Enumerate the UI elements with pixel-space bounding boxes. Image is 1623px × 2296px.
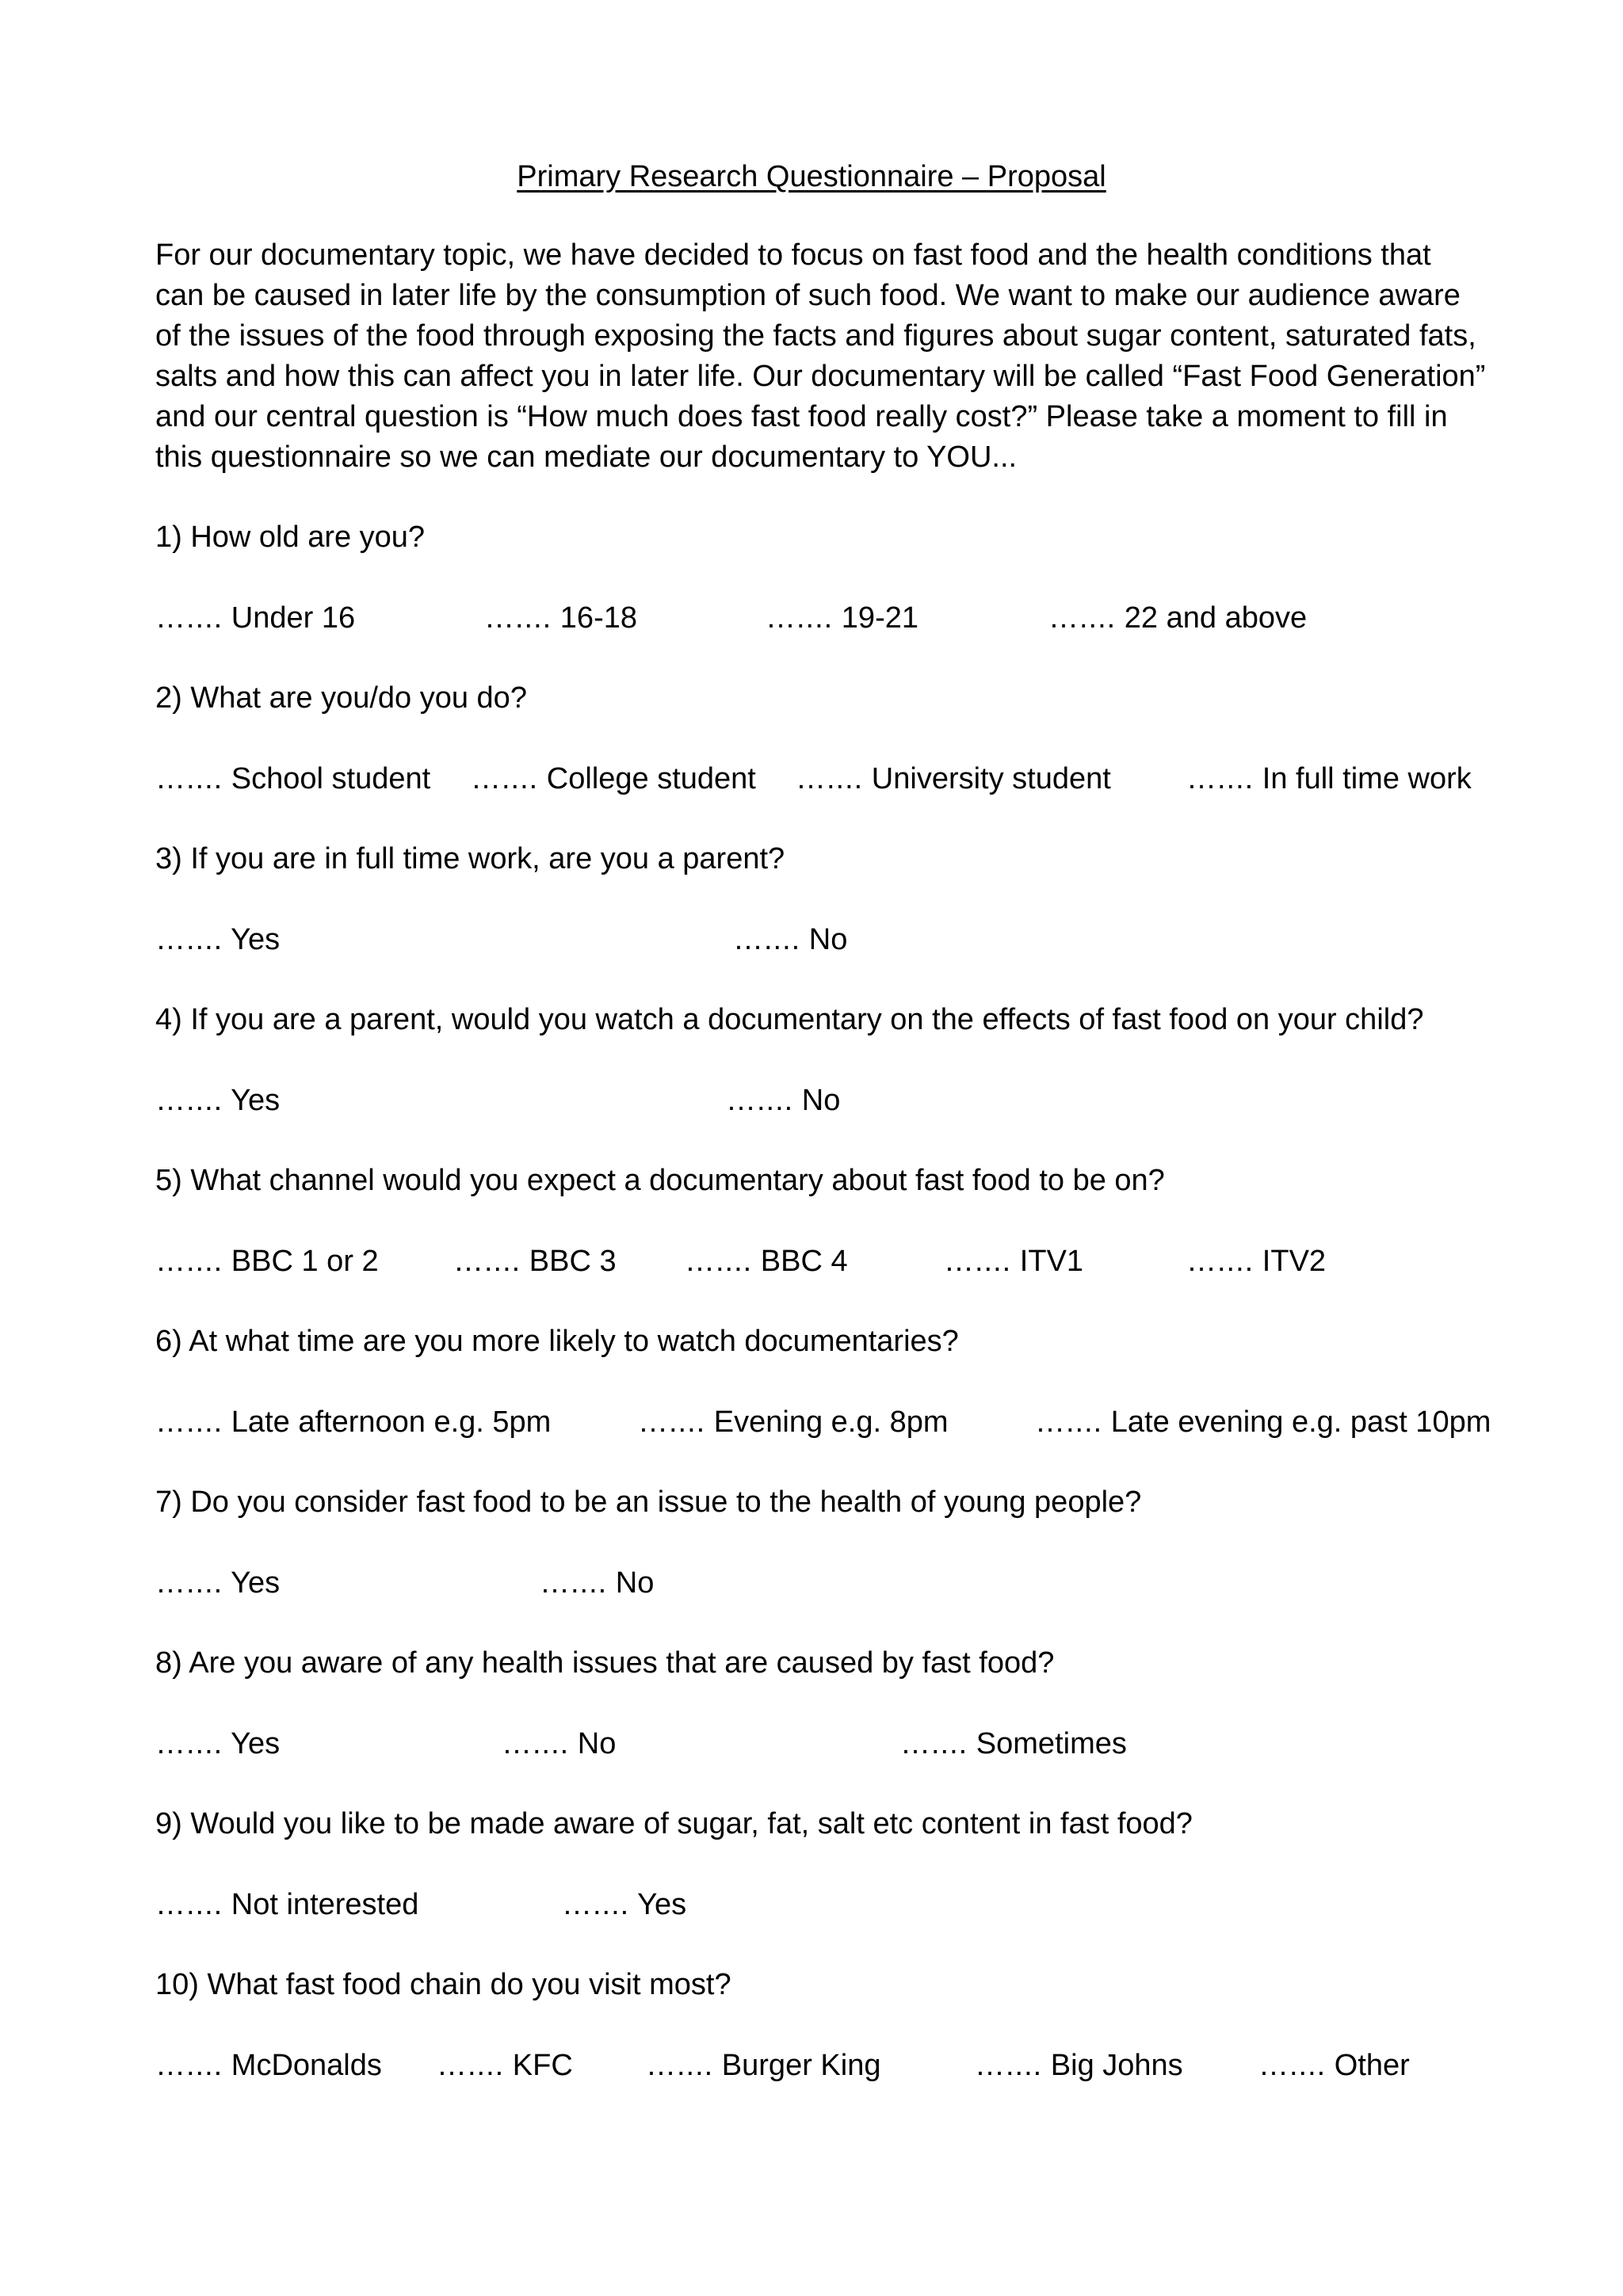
option-burger-king[interactable]: ….... Burger King (646, 2049, 881, 2082)
option-yes[interactable]: ….... Yes (562, 1888, 687, 1921)
option-bbc-4[interactable]: ….... BBC 4 (685, 1245, 848, 1278)
option-itv1[interactable]: ….... ITV1 (944, 1245, 1084, 1278)
question-8: 8) Are you aware of any health issues that are caused by fast food? (155, 1646, 1055, 1680)
option-university-student[interactable]: ….... University student (796, 762, 1111, 795)
option-19-21[interactable]: ….... 19-21 (766, 601, 918, 635)
option-no[interactable]: ….... No (733, 923, 848, 956)
options-question-7 (155, 1563, 1503, 1603)
option-college-student[interactable]: ….... College student (471, 762, 756, 795)
option-in-full-time-work[interactable]: ….... In full time work (1186, 762, 1472, 795)
option-not-interested[interactable]: ….... Not interested (155, 1888, 419, 1921)
option-late-evening[interactable]: ….... Late evening e.g. past 10pm (1035, 1405, 1491, 1439)
option-no[interactable]: ….... No (540, 1566, 655, 1600)
option-bbc-1-or-2[interactable]: ….... BBC 1 or 2 (155, 1245, 379, 1278)
option-bbc-3[interactable]: ….... BBC 3 (453, 1245, 617, 1278)
option-22-and-above[interactable]: ….... 22 and above (1048, 601, 1308, 635)
option-mcdonalds[interactable]: ….... McDonalds (155, 2049, 382, 2082)
options-question-4 (155, 1081, 1503, 1120)
question-5: 5) What channel would you expect a documentary about fast food to be on? (155, 1164, 1165, 1197)
options-question-6 (155, 1402, 1503, 1442)
options-question-2 (155, 759, 1503, 799)
options-question-8 (155, 1724, 1503, 1764)
option-other[interactable]: ….... Other (1258, 2049, 1410, 2082)
option-school-student[interactable]: ….... School student (155, 762, 431, 795)
options-question-1 (155, 598, 1503, 638)
option-no[interactable]: ….... No (502, 1727, 617, 1760)
option-yes[interactable]: ….... Yes (155, 1566, 281, 1600)
option-evening[interactable]: ….... Evening e.g. 8pm (638, 1405, 949, 1439)
option-kfc[interactable]: ….... KFC (437, 2049, 573, 2082)
option-big-johns[interactable]: ….... Big Johns (975, 2049, 1183, 2082)
options-question-5 (155, 1241, 1503, 1281)
question-4: 4) If you are a parent, would you watch a documentary on the effects of fast food on your child? (155, 1003, 1424, 1036)
option-yes[interactable]: ….... Yes (155, 1084, 281, 1117)
option-itv2[interactable]: ….... ITV2 (1186, 1245, 1327, 1278)
question-6: 6) At what time are you more likely to watch documentaries? (155, 1325, 959, 1358)
option-yes[interactable]: ….... Yes (155, 923, 281, 956)
intro-paragraph: For our documentary topic, we have decided to focus on fast food and the health conditions that can be caused in later life by the consumption of such food. We want to make our audience aware of the issues of the food through exposing the facts and figures about sugar content, saturated fats, salts and how this can affect you in later life. Our documentary will be called “Fast Food Generation” and our central question is “How much does fast food really cost?” Please take a moment to fill in this questionnaire so we can mediate our documentary to YOU... (155, 238, 1486, 474)
options-question-3 (155, 920, 1503, 959)
question-1: 1) How old are you? (155, 521, 426, 554)
options-question-10 (155, 2046, 1503, 2085)
option-no[interactable]: ….... No (726, 1084, 841, 1117)
option-sometimes[interactable]: ….... Sometimes (900, 1727, 1127, 1760)
option-16-18[interactable]: ….... 16-18 (484, 601, 637, 635)
options-question-9 (155, 1885, 1503, 1924)
page-title: Primary Research Questionnaire – Proposal (517, 160, 1106, 193)
question-2: 2) What are you/do you do? (155, 681, 527, 715)
question-3: 3) If you are in full time work, are you a parent? (155, 842, 785, 875)
question-10: 10) What fast food chain do you visit most? (155, 1968, 731, 2001)
question-9: 9) Would you like to be made aware of sugar, fat, salt etc content in fast food? (155, 1807, 1193, 1840)
option-late-afternoon[interactable]: ….... Late afternoon e.g. 5pm (155, 1405, 552, 1439)
option-under-16[interactable]: ….... Under 16 (155, 601, 356, 635)
option-yes[interactable]: ….... Yes (155, 1727, 281, 1760)
question-7: 7) Do you consider fast food to be an issue to the health of young people? (155, 1486, 1142, 1519)
